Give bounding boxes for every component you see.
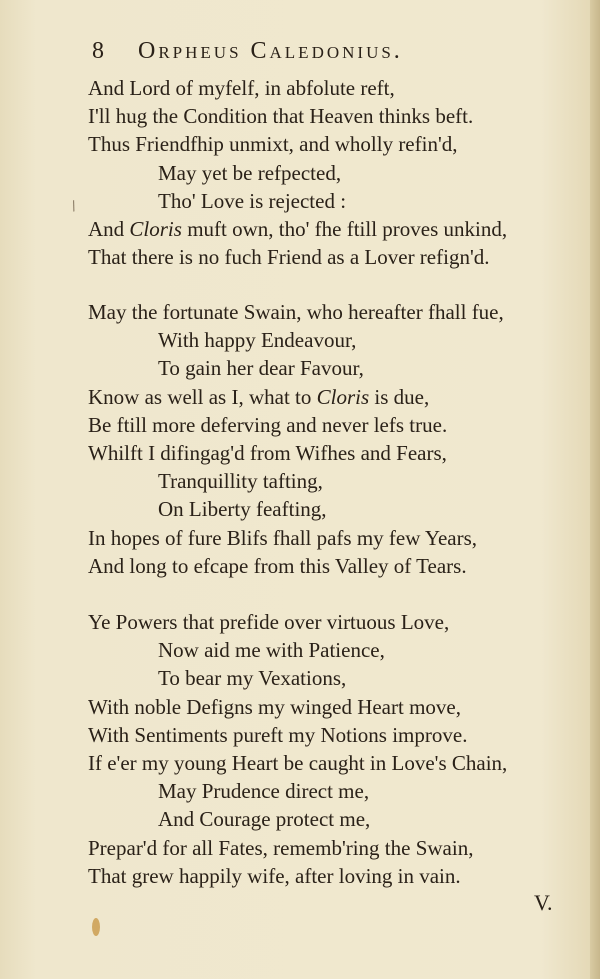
poem-line: With Sentiments pureft my Notions improve. bbox=[88, 722, 468, 747]
poem-line: And Lord of myfelf, in abfolute reft, bbox=[88, 76, 395, 100]
page-number: 8 bbox=[92, 38, 107, 64]
catchword: V. bbox=[534, 890, 553, 915]
poem-line: With noble Defigns my winged Heart move, bbox=[88, 694, 461, 719]
poem-line: Tranquillity tafting, bbox=[158, 469, 323, 494]
poem-line: Now aid me with Patience, bbox=[158, 638, 385, 663]
poem-line: If e'er my young Heart be caught in Love's Chain, bbox=[88, 751, 508, 775]
poem-line: May yet be refpected, bbox=[158, 160, 342, 185]
poem-line: Ye Powers that prefide over virtuous Love, bbox=[88, 610, 450, 634]
poem-line: With happy Endeavour, bbox=[158, 328, 357, 353]
poem-line: And Cloris muft own, tho' fhe ftill proves unkind, bbox=[88, 217, 508, 241]
poem-line: Tho' Love is rejected : bbox=[158, 188, 347, 213]
poem-line: On Liberty feafting, bbox=[158, 497, 327, 522]
poem-line: That there is no fuch Friend as a Lover refign'd. bbox=[88, 245, 490, 270]
poem-line: To bear my Vexations, bbox=[158, 666, 347, 691]
poem-line: And Courage protect me, bbox=[158, 807, 371, 832]
poem-line: And long to efcape from this Valley of Tears. bbox=[88, 553, 467, 578]
poem-line: To gain her dear Favour, bbox=[158, 356, 364, 381]
poem-line: May Prudence direct me, bbox=[158, 779, 370, 804]
margin-mark: / bbox=[69, 197, 80, 216]
poem-line: That grew happily wife, after loving in vain. bbox=[88, 863, 461, 888]
poem-line: I'll hug the Condition that Heaven thinks beft. bbox=[88, 104, 474, 129]
page-header bbox=[92, 38, 403, 65]
page-edge bbox=[590, 0, 600, 979]
poem-line: Prepar'd for all Fates, rememb'ring the Swain, bbox=[88, 835, 474, 860]
poem-line: May the fortunate Swain, who hereafter fhall fue, bbox=[88, 300, 504, 324]
poem-line: Whilft I difingag'd from Wifhes and Fears, bbox=[88, 441, 447, 465]
poem-line: Know as well as I, what to Cloris is due, bbox=[88, 384, 430, 409]
poem-line: In hopes of fure Blifs fhall pafs my few Years, bbox=[88, 525, 478, 550]
poem-line: Thus Friendfhip unmixt, and wholly refin'd, bbox=[88, 132, 458, 157]
running-title: Orpheus Caledonius. bbox=[138, 38, 403, 64]
poem-line: Be ftill more deferving and never lefs true. bbox=[88, 412, 448, 437]
ink-stain bbox=[92, 918, 100, 936]
